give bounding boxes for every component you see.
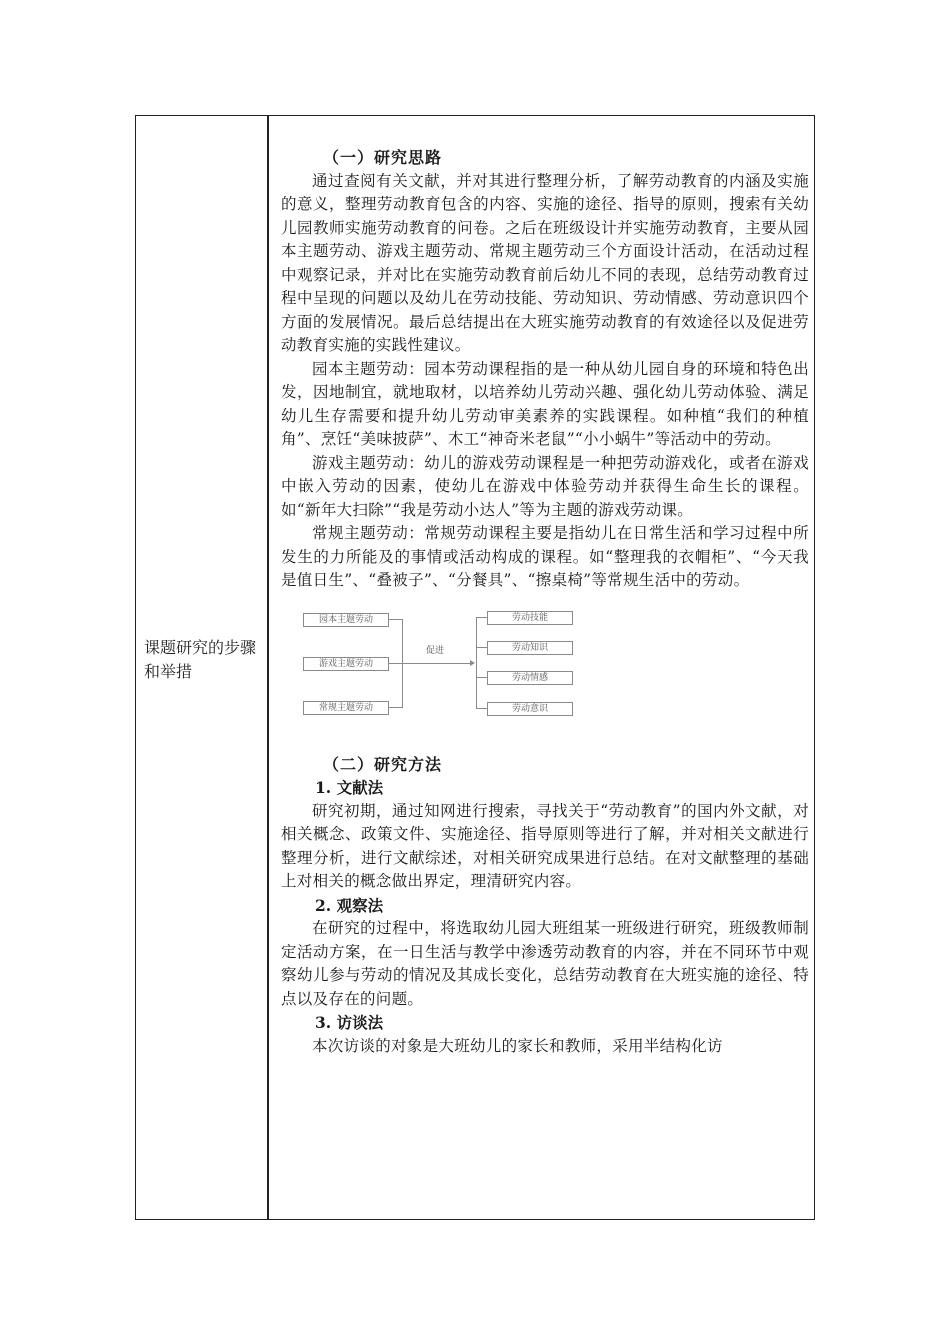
row-label: 课题研究的步骤和举措 [144, 638, 257, 681]
method-title: 1. 文献法 [315, 778, 384, 797]
method-title: 2. 观察法 [315, 895, 384, 915]
connector-line [476, 677, 487, 678]
connector-line [388, 619, 402, 620]
section-heading-research-idea: （一）研究思路 [323, 148, 443, 167]
paragraph: 通过查阅有关文献，并对其进行整理分析，了解劳动教育的内涵及实施的意义，整理劳动教育包含的内容、实施的途径、指导的原则，搜索有关幼儿园教师实施劳动教育的问卷。之后在班级设计并实施劳动教育，主要从园本主题劳动、游戏主题劳动、常规主题劳动三个方面设计活动，在活动过程中观察记录，并对比在实施劳动教育前后幼儿不同的表现，总结劳动教育过程中呈现的问题以及幼儿在劳动技能、劳动知识、劳动情感、劳动意识四个方面的发展情况。最后总结提出在大班实施劳动教育的有效途径以及促进劳动教育实施的实践性建议。 [281, 171, 809, 354]
diagram-right-box: 劳动意识 [487, 702, 573, 716]
content-cell [281, 146, 809, 1058]
diagram-left-box: 游戏主题劳动 [303, 657, 389, 671]
connector-line [476, 617, 487, 618]
diagram-right-box: 劳动知识 [487, 641, 573, 655]
connector-line [476, 617, 477, 709]
diagram-right-box: 劳动情感 [487, 671, 573, 685]
connector-line [476, 647, 487, 648]
method-title: 3. 访谈法 [315, 1013, 384, 1032]
connector-line [388, 663, 402, 664]
diagram-right-box: 劳动技能 [487, 611, 573, 625]
diagram-middle-label: 促进 [426, 645, 445, 656]
flow-diagram [281, 605, 809, 735]
arrow-icon [470, 660, 475, 666]
paragraph: 游戏主题劳动：幼儿的游戏劳动课程是一种把劳动游戏化，或者在游戏中嵌入劳动的因素，使幼儿在游戏中体验劳动并获得生命生长的课程。如“新年大扫除”“我是劳动小达人”等为主题的游戏劳动课。 [281, 453, 809, 519]
diagram-left-box: 园本主题劳动 [303, 613, 389, 627]
paragraph: 常规主题劳动：常规劳动课程主要是指幼儿在日常生活和学习过程中所发生的力所能及的事情或活动构成的课程。如“整理我的衣帽柜”、“今天我是值日生”、“叠被子”、“分餐具”、“擦桌椅”等常规生活中的劳动。 [281, 524, 809, 589]
paragraph: 研究初期，通过知网进行搜索，寻找关于“劳动教育”的国内外文献，对相关概念、政策文件、实施途径、指导原则等进行了解，并对相关文献进行整理分析，进行文献综述，对相关研究成果进行总结。在对文献整理的基础上对相关的概念做出界定，理清研究内容。 [281, 801, 809, 890]
section-heading-research-method: （二）研究方法 [323, 754, 443, 774]
connector-line [476, 708, 487, 709]
diagram-left-box: 常规主题劳动 [303, 701, 389, 715]
form-table [135, 115, 815, 1220]
column-divider [267, 116, 269, 1219]
paragraph: 在研究的过程中，将选取幼儿园大班组某一班级进行研究，班级教师制定活动方案，在一日生活与教学中渗透劳动教育的内容，并在不同环节中观察幼儿参与劳动的情况及其成长变化，总结劳动教育在大班实施的途径、特点以及存在的问题。 [281, 919, 809, 1008]
paragraph: 园本主题劳动：园本劳动课程指的是一种从幼儿园自身的环境和特色出发，因地制宜，就地取材，以培养幼儿劳动兴趣、强化幼儿劳动体验、满足幼儿生存需要和提升幼儿劳动审美素养的实践课程。如种植“我们的种植角”、烹饪“美味披萨”、木工“神奇米老鼠”“小小蜗牛”等活动中的劳动。 [281, 359, 809, 448]
paragraph: 本次访谈的对象是大班幼儿的家长和教师，采用半结构化访 [312, 1036, 723, 1055]
connector-line [388, 707, 402, 708]
